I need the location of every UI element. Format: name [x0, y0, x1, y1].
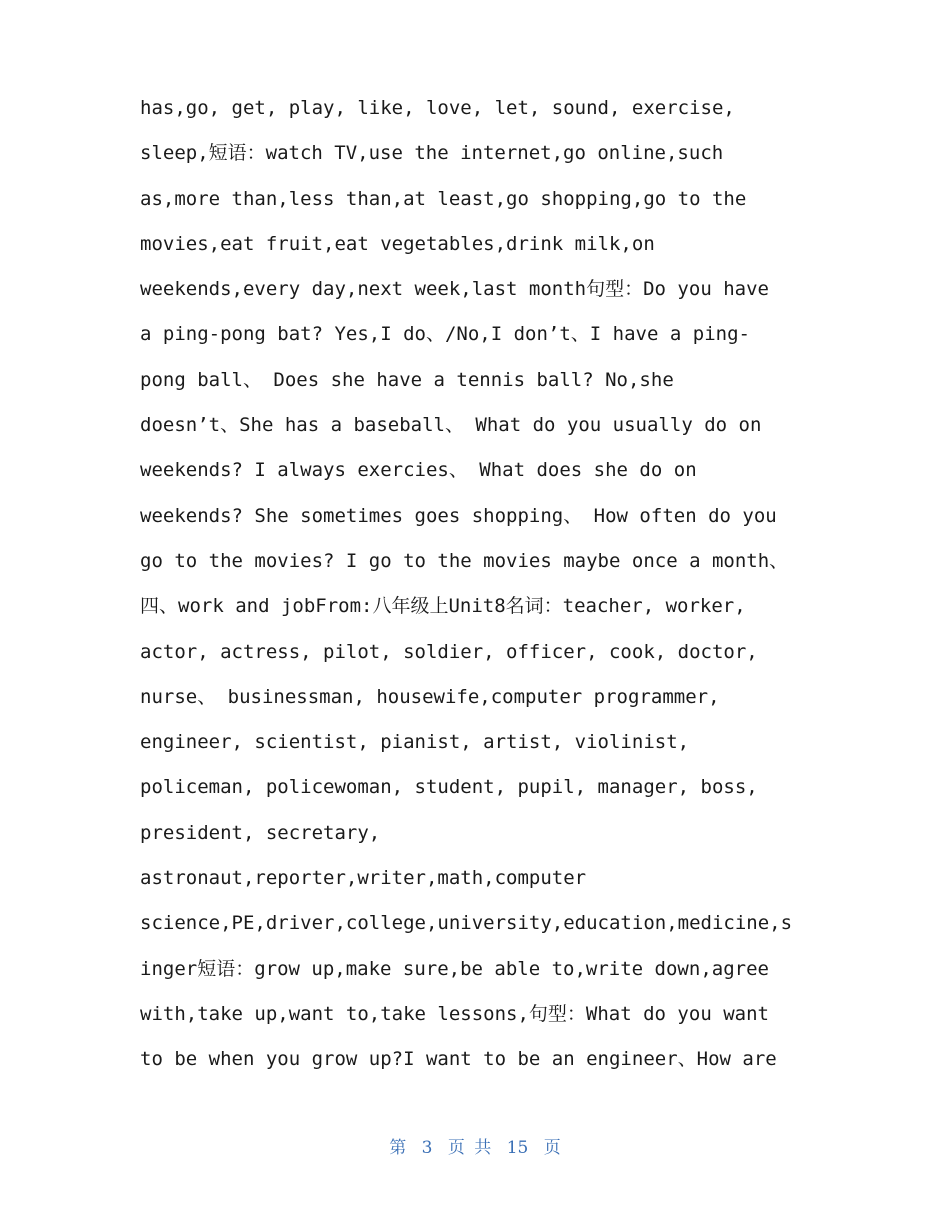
footer-page-number: 3: [421, 1138, 433, 1158]
text-line: with,take up,want to,take lessons,句型：What do you want: [140, 1002, 769, 1025]
text-line: weekends? I always exercies、 What does she do on: [140, 459, 697, 482]
text-line: actor, actress, pilot, soldier, officer, cook, doctor,: [140, 640, 758, 663]
text-line: a ping-pong bat? Yes,I do、/No,I don’t、I have a ping-: [140, 323, 750, 346]
text-line: go to the movies? I go to the movies maybe once a month、: [140, 549, 789, 572]
text-line: to be when you grow up?I want to be an engineer、How are: [140, 1048, 777, 1071]
text-line: as,more than,less than,at least,go shopping,go to the: [140, 187, 747, 210]
text-line: nurse、 businessman, housewife,computer programmer,: [140, 685, 720, 708]
footer-total-pages: 15: [506, 1138, 529, 1158]
text-line: inger短语：grow up,make sure,be able to,write down,agree: [140, 957, 769, 980]
footer-suffix: 页: [543, 1138, 561, 1158]
text-line: weekends,every day,next week,last month句型：Do you have: [140, 278, 769, 301]
text-line: has,go, get, play, like, love, let, sound, exercise,: [140, 97, 735, 119]
text-line: 四、work and jobFrom:八年级上Unit8名词：teacher, worker,: [140, 595, 746, 618]
text-line: pong ball、 Does she have a tennis ball? No,she: [140, 368, 674, 391]
page-footer: [0, 1133, 950, 1158]
text-line: doesn’t、She has a baseball、 What do you usually do on: [140, 414, 762, 437]
body-text: [140, 86, 820, 1083]
text-line: weekends? She sometimes goes shopping、 How often do you: [140, 504, 777, 527]
footer-middle: 页 共: [447, 1138, 492, 1158]
text-line: astronaut,reporter,writer,math,computer: [140, 867, 587, 890]
text-line: policeman, policewoman, student, pupil, manager, boss,: [140, 776, 758, 799]
text-line: engineer, scientist, pianist, artist, violinist,: [140, 731, 690, 754]
footer-prefix: 第: [389, 1138, 407, 1158]
text-line: president, secretary,: [140, 821, 381, 844]
text-line: sleep,短语：watch TV,use the internet,go online,such: [140, 142, 724, 165]
text-line: science,PE,driver,college,university,education,medicine,s: [140, 912, 793, 935]
text-line: movies,eat fruit,eat vegetables,drink milk,on: [140, 232, 655, 255]
